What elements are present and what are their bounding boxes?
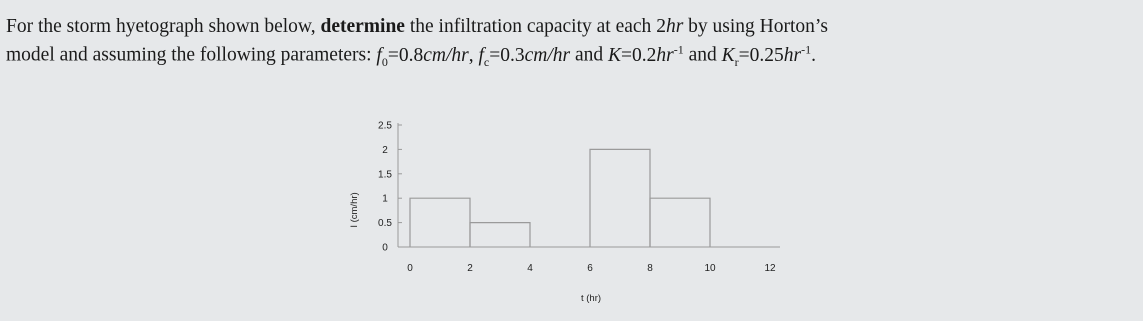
fc-subscript: c xyxy=(483,54,490,69)
x-tick-label: 0 xyxy=(407,263,413,274)
k-unit: hr xyxy=(656,44,674,66)
y-tick-label: 2.5 xyxy=(378,120,392,132)
y-axis-title: I (cm/hr) xyxy=(349,192,360,228)
problem-verb: determine xyxy=(320,16,405,37)
x-axis-title: t (hr) xyxy=(580,293,602,304)
f0-subscript: 0 xyxy=(381,54,388,69)
x-tick-label: 6 xyxy=(587,263,593,274)
y-tick-label: 1.5 xyxy=(378,169,392,181)
k-symbol: K xyxy=(608,44,622,66)
and-text-2: and xyxy=(688,44,717,66)
problem-lead: For the storm hyetograph shown below, xyxy=(6,16,316,37)
f0-symbol: f xyxy=(376,44,382,66)
problem-text: the infiltration capacity at each xyxy=(409,16,652,37)
k-value: =0.2 xyxy=(621,44,657,66)
time-value: 2 xyxy=(656,16,666,37)
f0-unit: cm/hr xyxy=(423,44,469,66)
and-text-1: and xyxy=(574,44,604,66)
param-kr: $K_r=0.25hr^{-1}$. xyxy=(721,42,816,69)
kr-unit: hr xyxy=(783,44,802,66)
hyetograph-bar xyxy=(470,223,530,247)
x-tick-label: 4 xyxy=(527,263,533,274)
kr-value: =0.25 xyxy=(738,44,784,66)
y-tick-label: 2 xyxy=(382,144,388,156)
f0-value: =0.8 xyxy=(387,44,424,66)
problem-text-2: by using Horton’s xyxy=(688,16,828,37)
k-exponent: -1 xyxy=(673,42,684,56)
y-tick-label: 0.5 xyxy=(378,218,392,230)
parameters-lead: model and assuming the following parameters: xyxy=(6,44,372,66)
fc-unit: cm/hr xyxy=(524,44,571,66)
fc-value: =0.3 xyxy=(489,44,525,66)
kr-symbol: K xyxy=(721,44,735,66)
x-tick-label: 8 xyxy=(647,263,653,274)
hyetograph-bar xyxy=(650,198,710,247)
x-tick-label: 2 xyxy=(467,263,473,274)
kr-exponent: -1 xyxy=(801,42,812,56)
hyetograph-bar xyxy=(410,198,470,247)
fc-symbol: f xyxy=(478,44,484,66)
kr-subscript: r xyxy=(734,54,739,69)
y-tick-label: 1 xyxy=(382,193,388,205)
x-tick-label: 10 xyxy=(704,263,716,274)
time-unit: hr xyxy=(665,16,684,37)
x-tick-label: 12 xyxy=(764,263,776,274)
hyetograph-bar xyxy=(590,149,650,247)
param-f0: $f_0=0.8cm/hr$, xyxy=(376,44,474,69)
y-tick-label: 0 xyxy=(382,242,388,254)
